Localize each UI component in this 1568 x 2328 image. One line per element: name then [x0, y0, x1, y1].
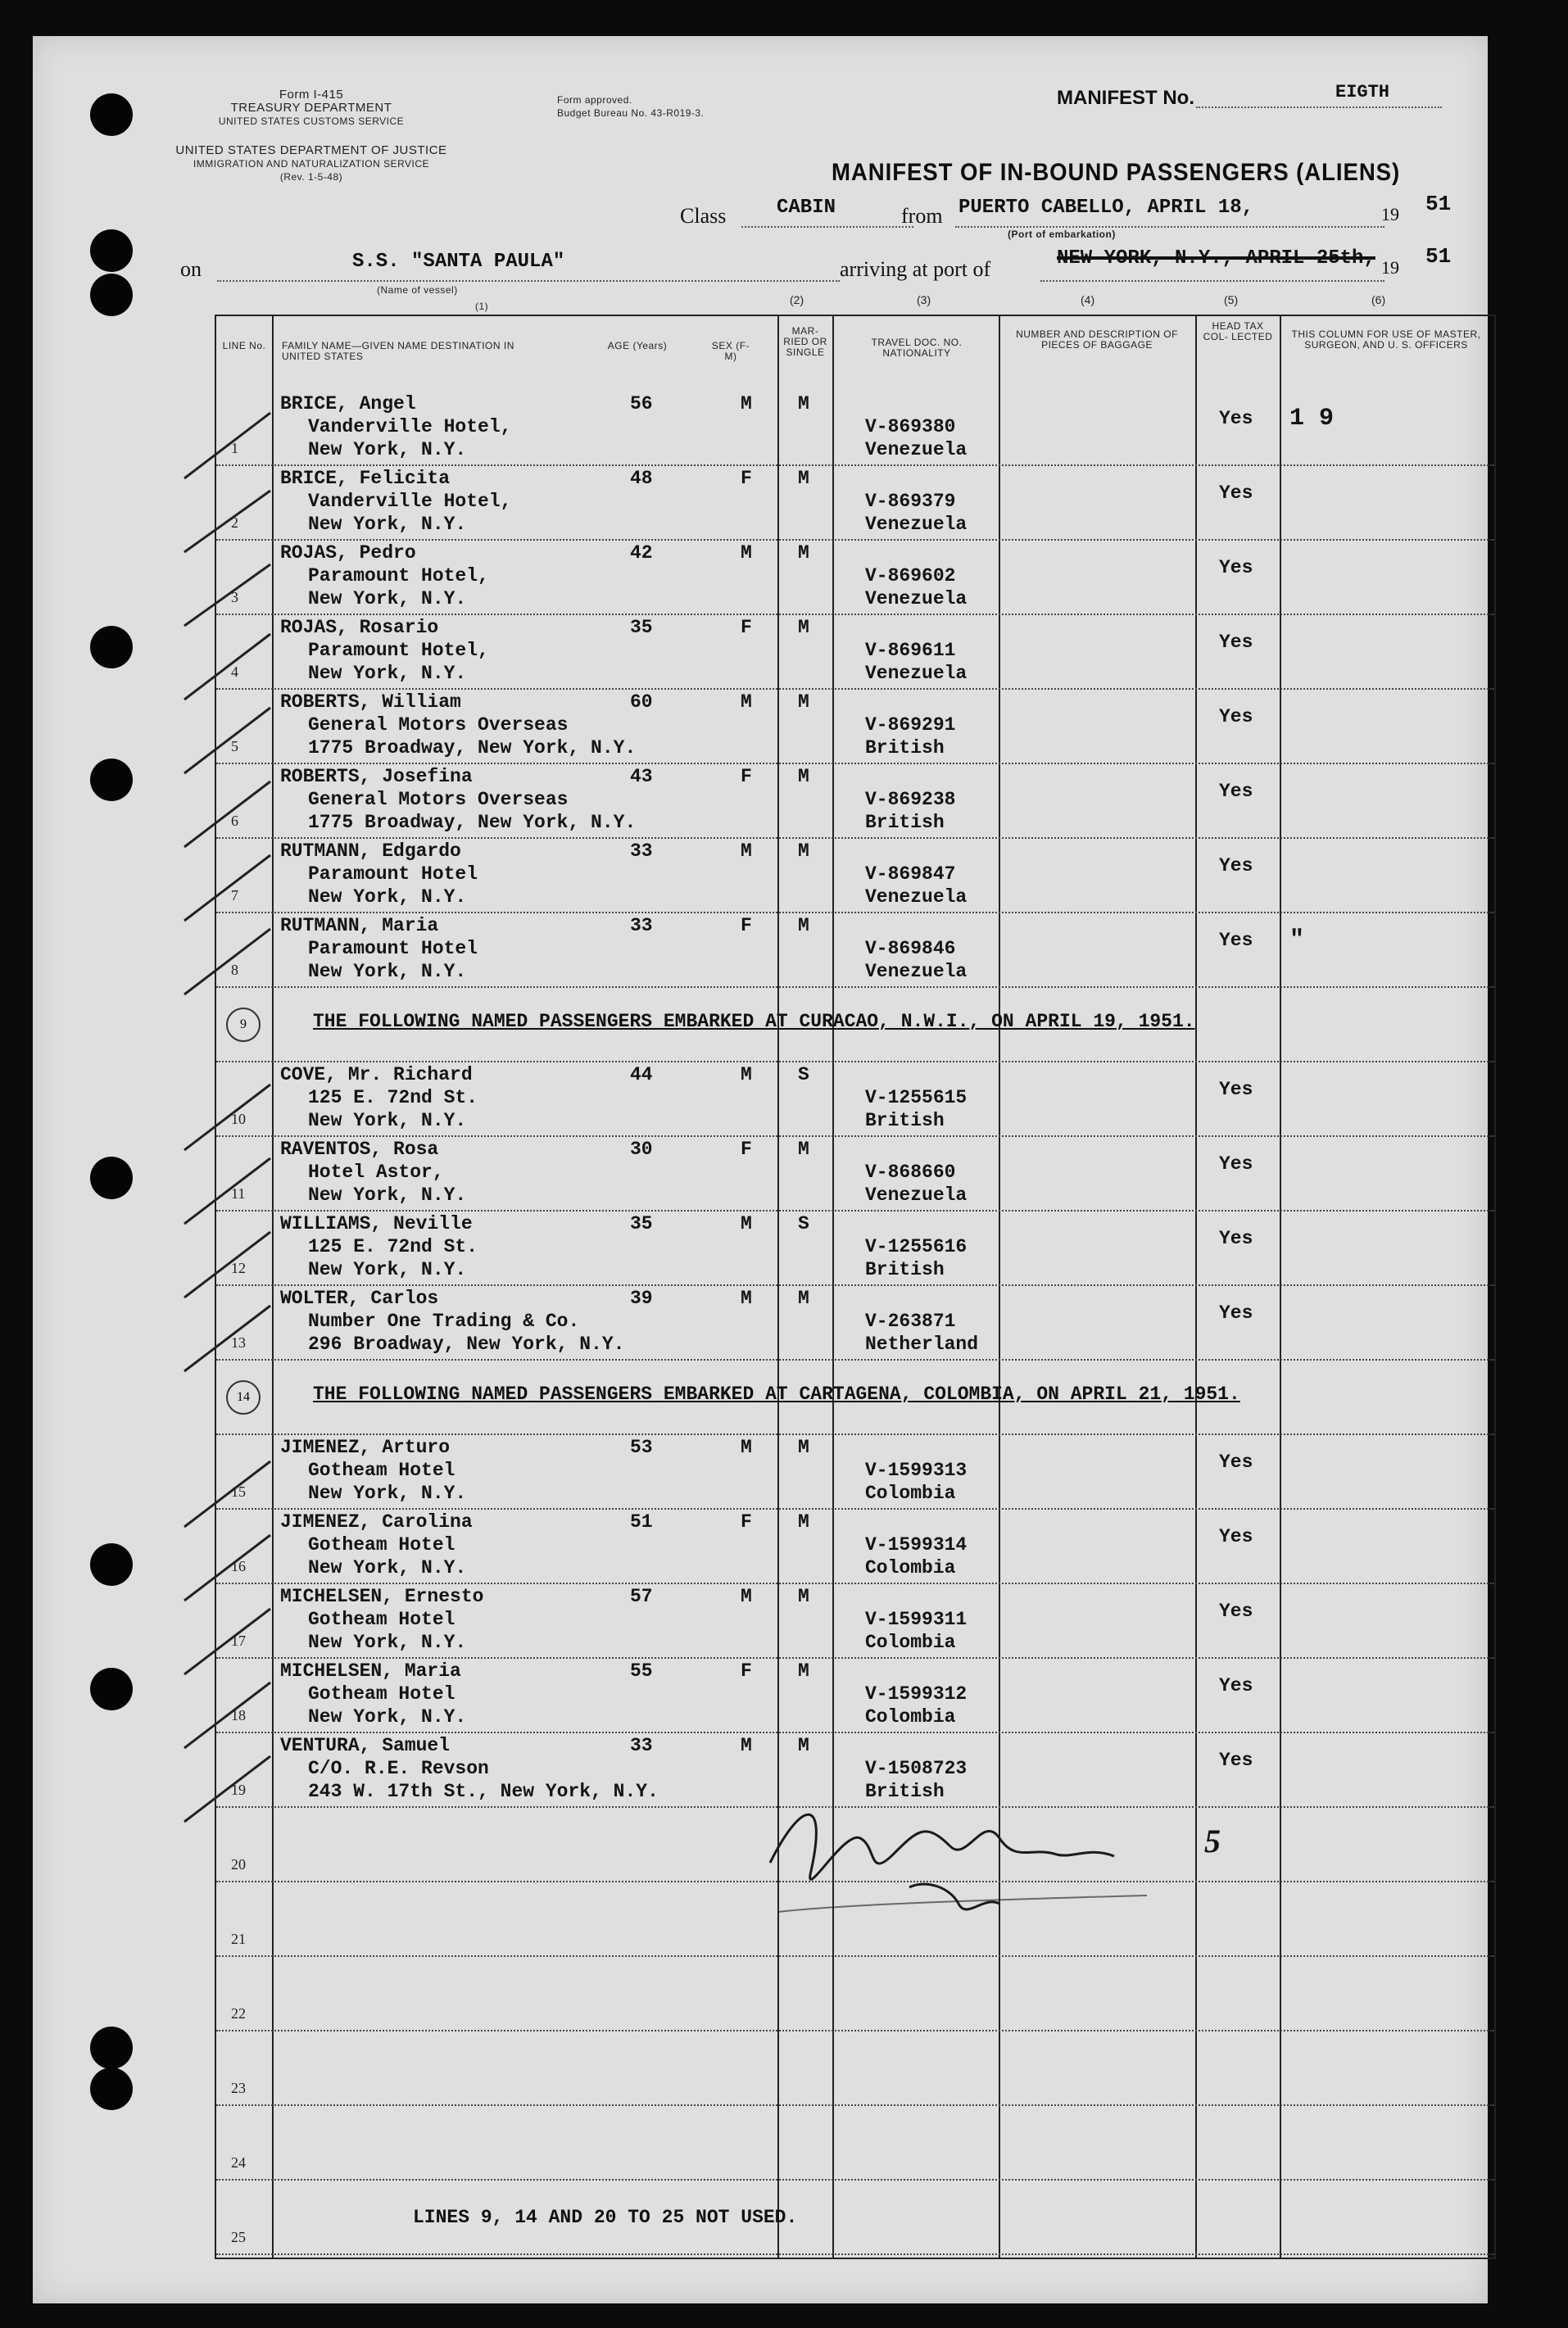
address-line-1: Paramount Hotel,: [308, 565, 489, 587]
marital-status: M: [798, 1288, 809, 1309]
punch-hole: [90, 759, 133, 801]
line-number: 15: [231, 1483, 246, 1500]
address-line-1: Vanderville Hotel,: [308, 491, 512, 512]
marital-status: M: [798, 1660, 809, 1682]
punch-hole: [90, 626, 133, 668]
col-head-name: FAMILY NAME—GIVEN NAME DESTINATION IN UNITED STATES: [282, 340, 514, 362]
address-line-2: New York, N.Y.: [308, 1557, 467, 1578]
address-line-1: Hotel Astor,: [308, 1162, 444, 1183]
passenger-name: WOLTER, Carlos: [280, 1288, 439, 1309]
line-number: 4: [231, 664, 238, 680]
col-num-4: (4): [1081, 293, 1095, 306]
head-tax: Yes: [1219, 557, 1253, 578]
marital-status: M: [798, 1511, 809, 1533]
travel-doc-number: V-869380: [865, 416, 956, 437]
arriving-line: [1040, 280, 1384, 282]
year-value-1: 51: [1425, 192, 1452, 216]
nationality: Colombia: [865, 1632, 956, 1653]
checkmark-strokes: [180, 388, 426, 1863]
line-number: 24: [231, 2154, 246, 2171]
vessel-caption: (Name of vessel): [377, 284, 458, 296]
form-approval: [557, 93, 704, 120]
signature-scrawl: [754, 1764, 1212, 1945]
vessel-line: [217, 280, 840, 282]
marital-status: M: [798, 1437, 809, 1458]
nationality: Colombia: [865, 1483, 956, 1504]
col-head-line: LINE No.: [222, 340, 266, 351]
class-line: [741, 226, 913, 228]
treasury-dept: TREASURY DEPARTMENT: [230, 101, 392, 115]
travel-doc-number: V-869847: [865, 863, 956, 885]
address-line-1: Paramount Hotel: [308, 938, 478, 959]
table-row: [216, 2104, 1494, 2181]
justice-dept: UNITED STATES DEPARTMENT OF JUSTICE: [175, 143, 447, 157]
sex-value: M: [741, 542, 752, 564]
form-header: [180, 88, 442, 128]
address-line-2: New York, N.Y.: [308, 514, 467, 535]
year-prefix-1: 19: [1381, 204, 1399, 224]
travel-doc-number: V-1508723: [865, 1758, 968, 1779]
line-number: 22: [231, 2005, 246, 2022]
line-number: 19: [231, 1782, 246, 1798]
address-line-1: Gotheam Hotel: [308, 1683, 455, 1705]
head-tax: Yes: [1219, 1675, 1253, 1696]
line-number: 6: [231, 813, 238, 829]
nationality: Venezuela: [865, 1184, 968, 1206]
line-number: 2: [231, 514, 238, 531]
age-value: 39: [630, 1288, 653, 1309]
travel-doc-number: V-869846: [865, 938, 956, 959]
sex-value: M: [741, 1437, 752, 1458]
nationality: Venezuela: [865, 886, 968, 908]
col-num-5: (5): [1224, 293, 1239, 306]
travel-doc-number: V-1599312: [865, 1683, 968, 1705]
col-head-officers: THIS COLUMN FOR USE OF MASTER, SURGEON, AND U. S. OFFICERS: [1291, 328, 1481, 351]
age-value: 33: [630, 840, 653, 862]
address-line-1: Paramount Hotel: [308, 863, 478, 885]
age-value: 53: [630, 1437, 653, 1458]
head-tax: Yes: [1219, 1302, 1253, 1324]
nationality: British: [865, 1110, 945, 1131]
address-line-2: New York, N.Y.: [308, 886, 467, 908]
marital-status: M: [798, 1735, 809, 1756]
line-number: 8: [231, 962, 238, 978]
class-value: CABIN: [777, 197, 836, 219]
sex-value: M: [741, 840, 752, 862]
travel-doc-number: V-868660: [865, 1162, 956, 1183]
travel-doc-number: V-869238: [865, 789, 956, 810]
sex-value: F: [741, 1139, 752, 1160]
vessel-name: S.S. "SANTA PAULA": [352, 251, 565, 273]
punch-hole: [90, 274, 133, 316]
sex-value: F: [741, 915, 752, 936]
address-line-2: 1775 Broadway, New York, N.Y.: [308, 737, 637, 759]
officer-note: ": [1289, 926, 1305, 954]
head-tax: Yes: [1219, 1228, 1253, 1249]
budget-bureau: Budget Bureau No. 43-R019-3.: [557, 107, 705, 119]
address-line-2: New York, N.Y.: [308, 1259, 467, 1280]
address-line-2: New York, N.Y.: [308, 663, 467, 684]
sex-value: M: [741, 393, 752, 414]
from-value: PUERTO CABELLO, APRIL 18,: [958, 197, 1254, 219]
sex-value: F: [741, 766, 752, 787]
form-number: Form I-415: [279, 88, 344, 102]
address-line-2: 1775 Broadway, New York, N.Y.: [308, 812, 637, 833]
officer-note: 1 9: [1289, 405, 1335, 433]
line-number: 1: [231, 440, 238, 456]
travel-doc-number: V-869602: [865, 565, 956, 587]
form-approved: Form approved.: [557, 94, 632, 106]
passenger-name: ROJAS, Rosario: [280, 617, 439, 638]
arriving-value: NEW YORK, N.Y., APRIL 25th,: [1057, 247, 1375, 269]
line-number: 21: [231, 1931, 246, 1947]
travel-doc-number: V-1599314: [865, 1534, 968, 1556]
head-tax: Yes: [1219, 1750, 1253, 1771]
year-value-2: 51: [1425, 244, 1452, 269]
head-tax: Yes: [1219, 1079, 1253, 1100]
passenger-name: RAVENTOS, Rosa: [280, 1139, 439, 1160]
signature-mark: 5: [1204, 1823, 1221, 1859]
head-tax: Yes: [1219, 1452, 1253, 1473]
address-line-2: New York, N.Y.: [308, 588, 467, 609]
nationality: British: [865, 1781, 945, 1802]
marital-status: M: [798, 468, 809, 489]
address-line-1: C/O. R.E. Revson: [308, 1758, 489, 1779]
col-head-age: AGE (Years): [607, 340, 668, 351]
travel-doc-number: V-869291: [865, 714, 956, 736]
line-number: 25: [231, 2229, 246, 2245]
travel-doc-number: V-869379: [865, 491, 956, 512]
address-line-2: New York, N.Y.: [308, 1110, 467, 1131]
marital-status: M: [798, 691, 809, 713]
line-number: 11: [231, 1185, 246, 1202]
sex-value: F: [741, 1511, 752, 1533]
manifest-no-label: MANIFEST No.: [1057, 87, 1194, 109]
sex-value: M: [741, 1586, 752, 1607]
marital-status: M: [798, 393, 809, 414]
passenger-name: BRICE, Felicita: [280, 468, 451, 489]
passenger-name: RUTMANN, Maria: [280, 915, 439, 936]
address-line-1: General Motors Overseas: [308, 714, 569, 736]
age-value: 42: [630, 542, 653, 564]
travel-doc-number: V-1599313: [865, 1460, 968, 1481]
address-line-2: New York, N.Y.: [308, 439, 467, 460]
nationality: British: [865, 812, 945, 833]
col-head-married: MAR- RIED OR SINGLE: [783, 325, 827, 358]
passenger-name: JIMENEZ, Arturo: [280, 1437, 451, 1458]
age-value: 60: [630, 691, 653, 713]
line-number: 5: [231, 738, 238, 754]
age-value: 51: [630, 1511, 653, 1533]
nationality: Colombia: [865, 1706, 956, 1728]
nationality: Netherland: [865, 1334, 979, 1355]
col-num-2: (2): [790, 293, 804, 306]
sex-value: M: [741, 1064, 752, 1085]
passenger-name: ROJAS, Pedro: [280, 542, 416, 564]
address-line-1: Gotheam Hotel: [308, 1534, 455, 1556]
class-label: Class: [680, 204, 727, 228]
address-line-1: Number One Trading & Co.: [308, 1311, 580, 1332]
punch-hole: [90, 2027, 133, 2069]
justice-header: [172, 144, 451, 183]
head-tax: Yes: [1219, 1526, 1253, 1547]
sex-value: M: [741, 1288, 752, 1309]
age-value: 35: [630, 1213, 653, 1234]
nationality: Venezuela: [865, 439, 968, 460]
embarkation-notice: THE FOLLOWING NAMED PASSENGERS EMBARKED AT CARTAGENA, COLOMBIA, ON APRIL 21, 1951.: [313, 1383, 1240, 1405]
passenger-name: COVE, Mr. Richard: [280, 1064, 473, 1085]
passenger-name: MICHELSEN, Ernesto: [280, 1586, 484, 1607]
table-row: [216, 1955, 1494, 2031]
col-num-6: (6): [1371, 293, 1386, 306]
marital-status: M: [798, 915, 809, 936]
marital-status: M: [798, 542, 809, 564]
sex-value: F: [741, 1660, 752, 1682]
age-value: 44: [630, 1064, 653, 1085]
passenger-name: RUTMANN, Edgardo: [280, 840, 461, 862]
marital-status: M: [798, 1586, 809, 1607]
sex-value: F: [741, 468, 752, 489]
travel-doc-number: V-869611: [865, 640, 956, 661]
marital-status: M: [798, 617, 809, 638]
age-value: 35: [630, 617, 653, 638]
marital-status: M: [798, 840, 809, 862]
sex-value: F: [741, 617, 752, 638]
address-line-2: 243 W. 17th St., New York, N.Y.: [308, 1781, 659, 1802]
nationality: Venezuela: [865, 588, 968, 609]
col-head-baggage: NUMBER AND DESCRIPTION OF PIECES OF BAGGAGE: [1016, 328, 1178, 351]
line-number: 18: [231, 1707, 246, 1723]
marital-status: S: [798, 1064, 809, 1085]
age-value: 57: [630, 1586, 653, 1607]
age-value: 55: [630, 1660, 653, 1682]
line-number: 23: [231, 2080, 246, 2096]
table-row: [216, 2030, 1494, 2106]
nationality: Venezuela: [865, 663, 968, 684]
from-label: from: [901, 204, 943, 228]
travel-doc-number: V-1255615: [865, 1087, 968, 1108]
port-embarkation-caption: (Port of embarkation): [1008, 229, 1116, 240]
passenger-name: ROBERTS, William: [280, 691, 461, 713]
line-number-circled: 14: [226, 1380, 261, 1415]
punch-hole: [90, 1157, 133, 1199]
age-value: 48: [630, 468, 653, 489]
head-tax: Yes: [1219, 855, 1253, 876]
address-line-1: 125 E. 72nd St.: [308, 1087, 478, 1108]
nationality: Venezuela: [865, 514, 968, 535]
age-value: 30: [630, 1139, 653, 1160]
head-tax: Yes: [1219, 706, 1253, 727]
head-tax: Yes: [1219, 930, 1253, 951]
head-tax: Yes: [1219, 482, 1253, 504]
line-number: 7: [231, 887, 238, 904]
nationality: British: [865, 737, 945, 759]
line-number: 13: [231, 1334, 246, 1351]
line-number-circled: 9: [226, 1008, 261, 1042]
age-value: 43: [630, 766, 653, 787]
col-head-sex: SEX (F-M): [711, 340, 750, 362]
travel-doc-number: V-1255616: [865, 1236, 968, 1257]
col-head-travel: TRAVEL DOC. NO. NATIONALITY: [871, 337, 963, 359]
col-num-3: (3): [917, 293, 931, 306]
immigration-service: IMMIGRATION AND NATURALIZATION SERVICE: [193, 158, 430, 170]
address-line-1: Vanderville Hotel,: [308, 416, 512, 437]
travel-doc-number: V-263871: [865, 1311, 956, 1332]
passenger-name: WILLIAMS, Neville: [280, 1213, 473, 1234]
arriving-label: arriving at port of: [840, 257, 991, 281]
address-line-1: Gotheam Hotel: [308, 1460, 455, 1481]
line-number: 10: [231, 1111, 246, 1127]
nationality: Colombia: [865, 1557, 956, 1578]
col-head-tax: HEAD TAX COL- LECTED: [1203, 320, 1273, 342]
address-line-1: General Motors Overseas: [308, 789, 569, 810]
age-value: 33: [630, 1735, 653, 1756]
sex-value: M: [741, 1213, 752, 1234]
table-row: [216, 2179, 1494, 2255]
address-line-2: New York, N.Y.: [308, 1184, 467, 1206]
unused-lines-note: LINES 9, 14 AND 20 TO 25 NOT USED.: [413, 2206, 798, 2228]
address-line-2: New York, N.Y.: [308, 1706, 467, 1728]
address-line-1: 125 E. 72nd St.: [308, 1236, 478, 1257]
punch-hole: [90, 93, 133, 136]
marital-status: S: [798, 1213, 809, 1234]
marital-status: M: [798, 766, 809, 787]
column-number-one-top: (1): [475, 301, 489, 312]
passenger-name: VENTURA, Samuel: [280, 1735, 451, 1756]
head-tax: Yes: [1219, 408, 1253, 429]
line-number: 16: [231, 1558, 246, 1574]
age-value: 33: [630, 915, 653, 936]
customs-service: UNITED STATES CUSTOMS SERVICE: [218, 115, 405, 127]
sex-value: M: [741, 691, 752, 713]
address-line-2: New York, N.Y.: [308, 1483, 467, 1504]
head-tax: Yes: [1219, 781, 1253, 802]
revision-date: (Rev. 1-5-48): [279, 171, 343, 183]
line-number: 3: [231, 589, 238, 605]
line-number: 12: [231, 1260, 246, 1276]
manifest-no-value: EIGTH: [1335, 82, 1390, 102]
year-prefix-2: 19: [1381, 257, 1399, 278]
punch-hole: [90, 2068, 133, 2110]
manifest-page: [33, 36, 1488, 2303]
passenger-name: JIMENEZ, Carolina: [280, 1511, 473, 1533]
manifest-title: MANIFEST OF IN-BOUND PASSENGERS (ALIENS): [832, 159, 1401, 186]
address-line-2: 296 Broadway, New York, N.Y.: [308, 1334, 625, 1355]
line-number: 20: [231, 1856, 246, 1873]
passenger-name: BRICE, Angel: [280, 393, 416, 414]
address-line-1: Paramount Hotel,: [308, 640, 489, 661]
address-line-2: New York, N.Y.: [308, 1632, 467, 1653]
age-value: 56: [630, 393, 653, 414]
nationality: British: [865, 1259, 945, 1280]
nationality: Venezuela: [865, 961, 968, 982]
manifest-no-line: [1196, 106, 1442, 108]
travel-doc-number: V-1599311: [865, 1609, 968, 1630]
punch-hole: [90, 1543, 133, 1586]
head-tax: Yes: [1219, 1153, 1253, 1175]
passenger-name: ROBERTS, Josefina: [280, 766, 473, 787]
punch-hole: [90, 229, 133, 272]
marital-status: M: [798, 1139, 809, 1160]
on-label: on: [180, 257, 202, 281]
head-tax: Yes: [1219, 632, 1253, 653]
embarkation-notice: THE FOLLOWING NAMED PASSENGERS EMBARKED AT CURACAO, N.W.I., ON APRIL 19, 1951.: [313, 1010, 1195, 1032]
address-line-1: Gotheam Hotel: [308, 1609, 455, 1630]
head-tax: Yes: [1219, 1601, 1253, 1622]
sex-value: M: [741, 1735, 752, 1756]
line-number: 17: [231, 1633, 246, 1649]
address-line-2: New York, N.Y.: [308, 961, 467, 982]
passenger-name: MICHELSEN, Maria: [280, 1660, 461, 1682]
punch-hole: [90, 1668, 133, 1710]
